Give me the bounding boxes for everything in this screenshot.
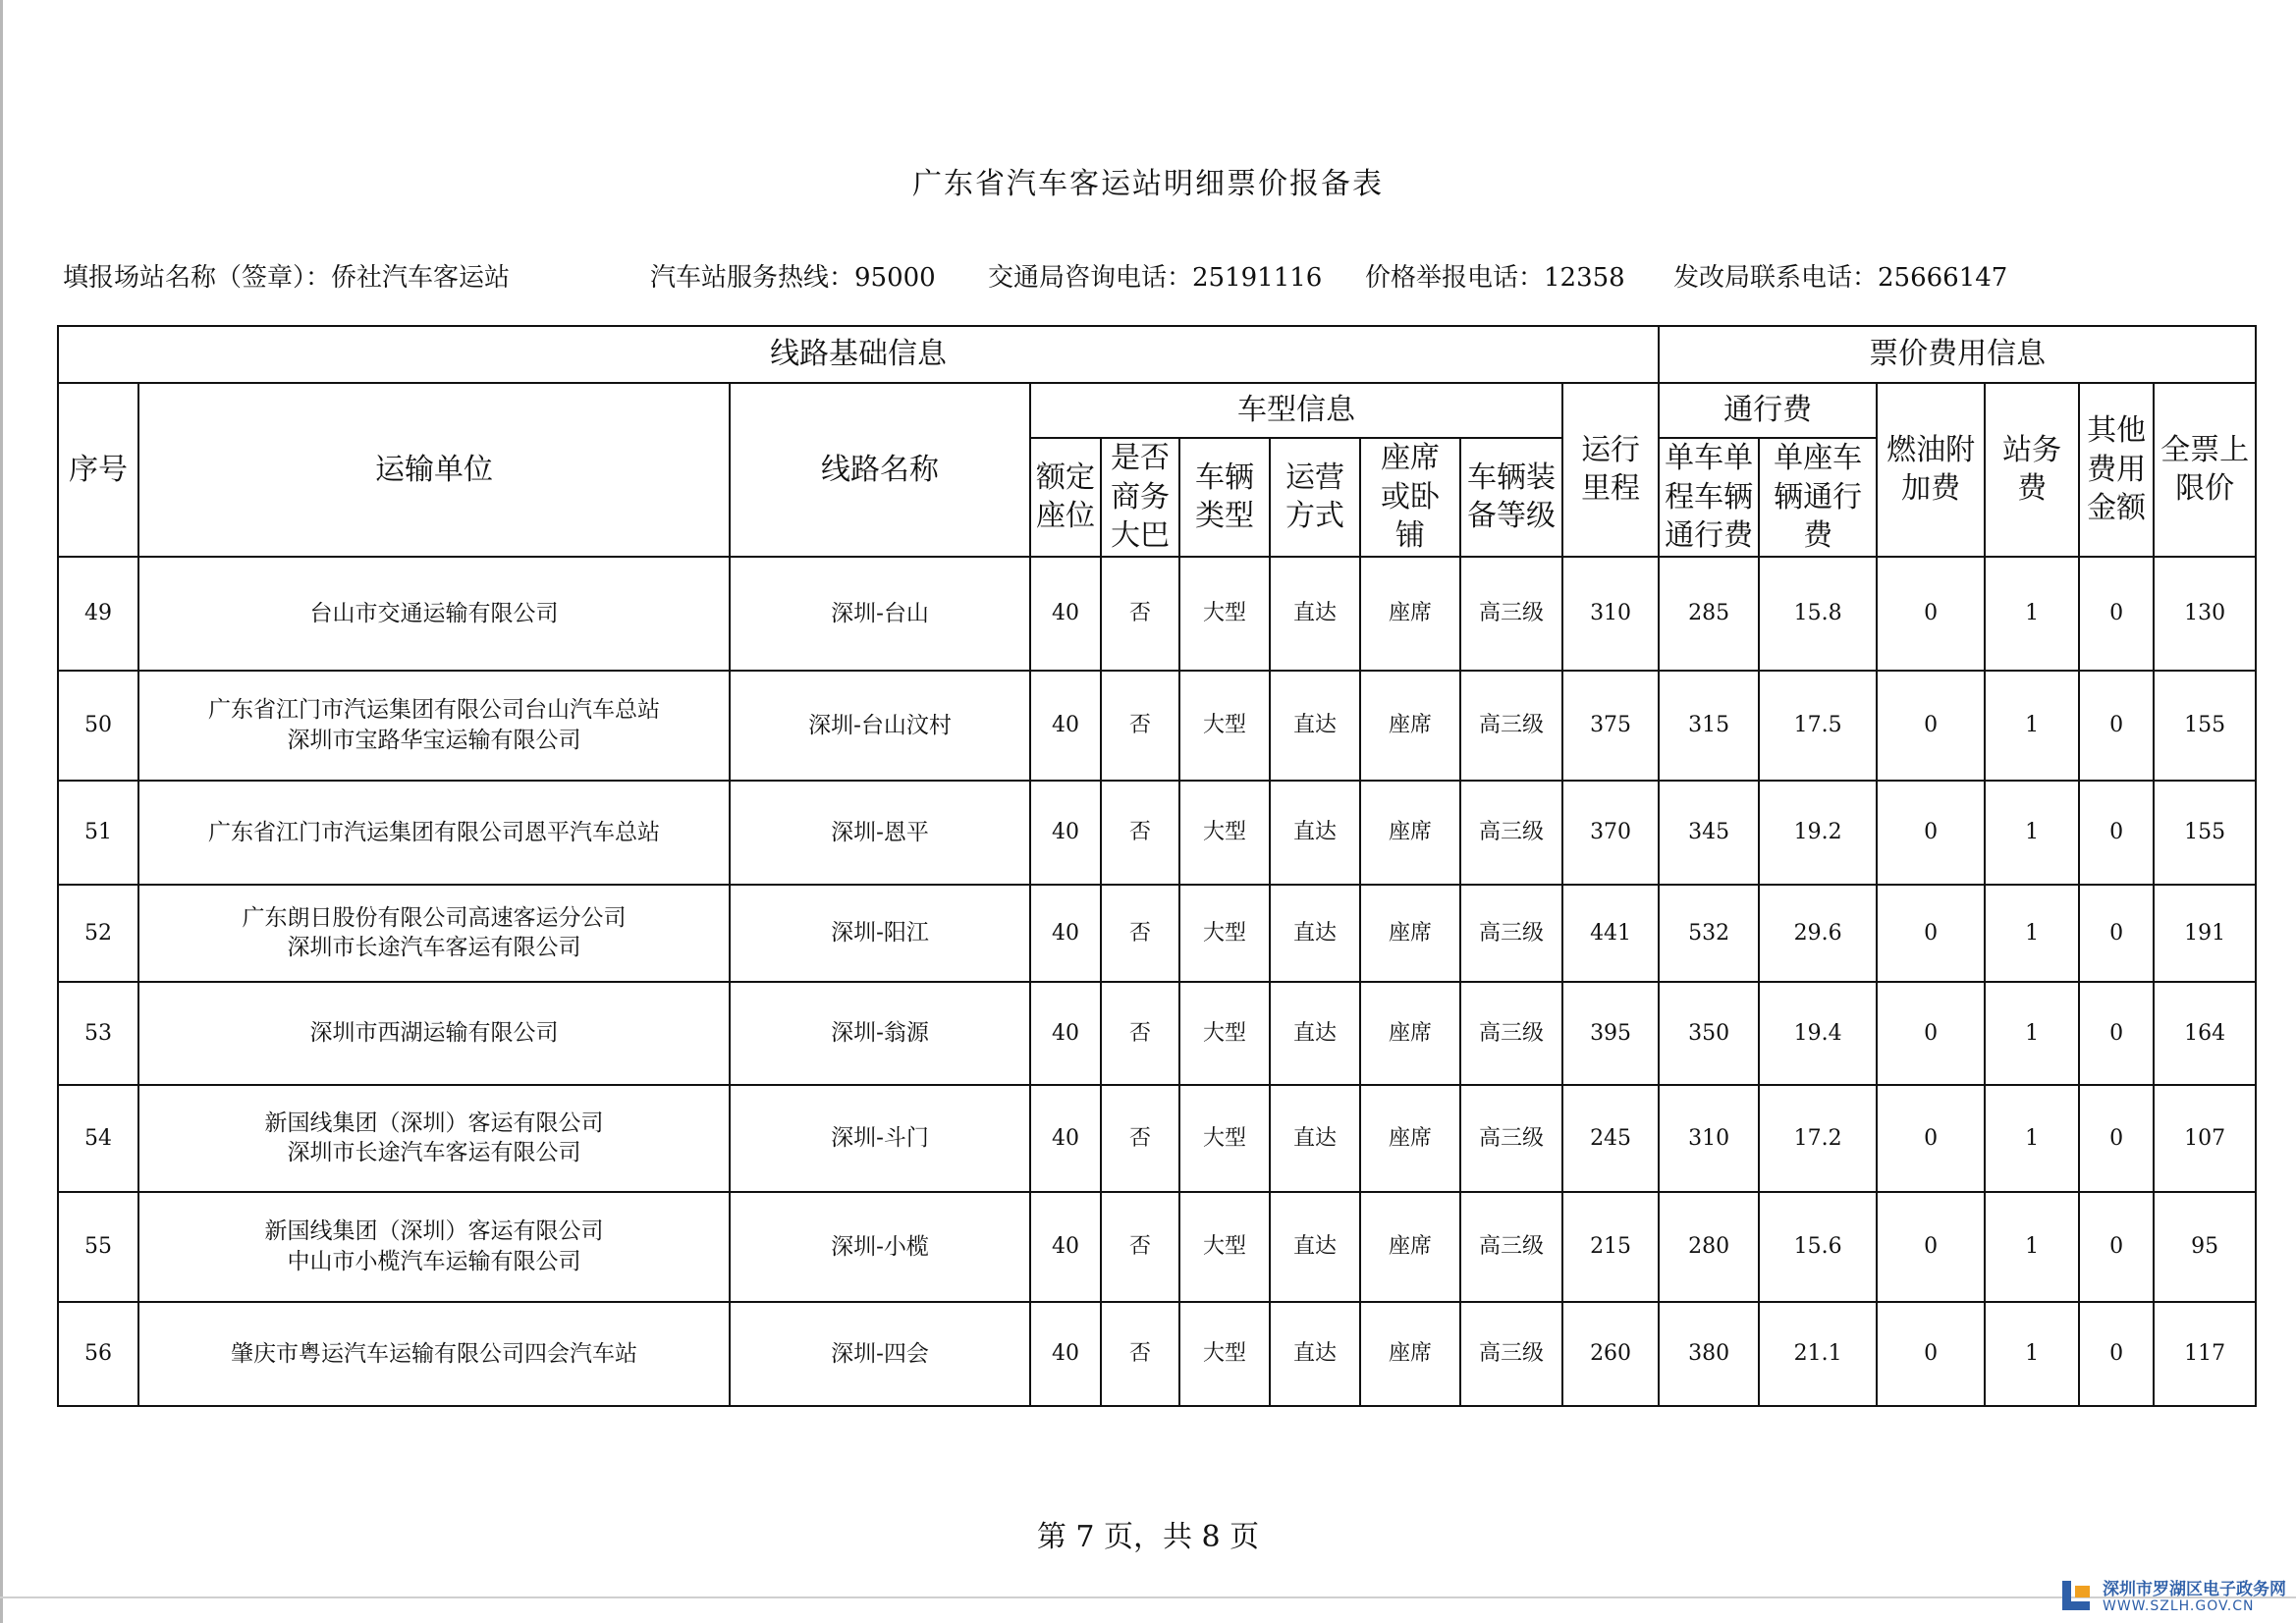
cell-business: 否 — [1101, 557, 1179, 671]
cell-fuel: 0 — [1877, 557, 1985, 671]
cell-unit: 广东朗日股份有限公司高速客运分公司 深圳市长途汽车客运有限公司 — [138, 885, 730, 982]
cell-toll-seat: 29.6 — [1759, 885, 1877, 982]
cell-grade: 高三级 — [1460, 1085, 1562, 1192]
cell-toll-vehicle: 280 — [1659, 1192, 1759, 1302]
cell-max-price: 95 — [2154, 1192, 2256, 1302]
cell-seats: 40 — [1030, 982, 1101, 1085]
watermark-url: WWW.SZLH.GOV.CN — [2103, 1597, 2255, 1614]
cell-unit: 新国线集团（深圳）客运有限公司 中山市小榄汽车运输有限公司 — [138, 1192, 730, 1302]
transport-bureau-phone-label: 交通局咨询电话： — [988, 263, 1193, 293]
cell-grade: 高三级 — [1460, 1192, 1562, 1302]
col-header-unit: 运输单位 — [138, 383, 730, 557]
col-header-mileage: 运行 里程 — [1562, 383, 1659, 557]
cell-unit: 台山市交通运输有限公司 — [138, 557, 730, 671]
cell-seq: 56 — [58, 1302, 138, 1406]
cell-fuel: 0 — [1877, 1192, 1985, 1302]
cell-grade: 高三级 — [1460, 982, 1562, 1085]
table-row — [58, 781, 2256, 885]
cell-seq: 51 — [58, 781, 138, 885]
cell-unit: 广东省江门市汽运集团有限公司恩平汽车总站 — [138, 781, 730, 885]
station-name-value: 侨社汽车客运站 — [331, 263, 511, 293]
cell-seat-type: 座席 — [1360, 1192, 1460, 1302]
drc-phone-field — [1673, 257, 2007, 294]
cell-fuel: 0 — [1877, 1302, 1985, 1406]
cell-fuel: 0 — [1877, 671, 1985, 781]
cell-max-price: 191 — [2154, 885, 2256, 982]
station-name-label: 填报场站名称（签章）： — [63, 263, 332, 293]
cell-toll-seat: 17.2 — [1759, 1085, 1877, 1192]
cell-station-fee: 1 — [1985, 1192, 2079, 1302]
cell-business: 否 — [1101, 671, 1179, 781]
cell-seat-type: 座席 — [1360, 781, 1460, 885]
cell-seats: 40 — [1030, 1085, 1101, 1192]
col-header-route: 线路名称 — [730, 383, 1030, 557]
cell-other-fee: 0 — [2079, 781, 2154, 885]
col-header-vehicle-type: 车辆 类型 — [1179, 438, 1270, 557]
cell-mileage: 245 — [1562, 1085, 1659, 1192]
luohu-logo-icon — [2059, 1578, 2095, 1617]
cell-station-fee: 1 — [1985, 885, 2079, 982]
cell-other-fee: 0 — [2079, 671, 2154, 781]
col-header-station-fee: 站务 费 — [1985, 383, 2079, 557]
cell-route: 深圳-翁源 — [730, 982, 1030, 1085]
cell-toll-seat: 17.5 — [1759, 671, 1877, 781]
cell-vehicle-type: 大型 — [1179, 557, 1270, 671]
cell-seq: 55 — [58, 1192, 138, 1302]
cell-operation: 直达 — [1270, 1302, 1360, 1406]
table-row — [58, 1302, 2256, 1406]
cell-other-fee: 0 — [2079, 885, 2154, 982]
cell-station-fee: 1 — [1985, 1302, 2079, 1406]
cell-mileage: 310 — [1562, 557, 1659, 671]
cell-seat-type: 座席 — [1360, 671, 1460, 781]
cell-other-fee: 0 — [2079, 1192, 2154, 1302]
cell-grade: 高三级 — [1460, 781, 1562, 885]
price-report-phone-value: 12358 — [1544, 263, 1625, 293]
cell-mileage: 441 — [1562, 885, 1659, 982]
col-header-business: 是否 商务 大巴 — [1101, 438, 1179, 557]
cell-route: 深圳-小榄 — [730, 1192, 1030, 1302]
cell-max-price: 107 — [2154, 1085, 2256, 1192]
cell-station-fee: 1 — [1985, 1085, 2079, 1192]
cell-seq: 53 — [58, 982, 138, 1085]
cell-fuel: 0 — [1877, 781, 1985, 885]
service-hotline-field — [650, 257, 936, 294]
cell-route: 深圳-台山汶村 — [730, 671, 1030, 781]
drc-phone-label: 发改局联系电话： — [1673, 263, 1879, 293]
cell-max-price: 155 — [2154, 781, 2256, 885]
cell-operation: 直达 — [1270, 1192, 1360, 1302]
cell-business: 否 — [1101, 1192, 1179, 1302]
cell-seq: 49 — [58, 557, 138, 671]
document-title: 广东省汽车客运站明细票价报备表 — [912, 167, 1384, 201]
cell-station-fee: 1 — [1985, 557, 2079, 671]
col-header-seq: 序号 — [58, 383, 138, 557]
cell-operation: 直达 — [1270, 1085, 1360, 1192]
cell-unit: 肇庆市粤运汽车运输有限公司四会汽车站 — [138, 1302, 730, 1406]
price-report-phone-label: 价格举报电话： — [1365, 263, 1545, 293]
cell-route: 深圳-阳江 — [730, 885, 1030, 982]
transport-bureau-phone-field — [988, 257, 1322, 294]
cell-unit: 新国线集团（深圳）客运有限公司 深圳市长途汽车客运有限公司 — [138, 1085, 730, 1192]
cell-seat-type: 座席 — [1360, 1085, 1460, 1192]
cell-max-price: 155 — [2154, 671, 2256, 781]
cell-operation: 直达 — [1270, 557, 1360, 671]
cell-toll-vehicle: 380 — [1659, 1302, 1759, 1406]
scan-bottom-edge — [0, 1596, 2296, 1598]
cell-toll-vehicle: 285 — [1659, 557, 1759, 671]
cell-vehicle-type: 大型 — [1179, 1192, 1270, 1302]
cell-vehicle-type: 大型 — [1179, 781, 1270, 885]
cell-seats: 40 — [1030, 1302, 1101, 1406]
cell-vehicle-type: 大型 — [1179, 1302, 1270, 1406]
col-header-fuel: 燃油附 加费 — [1877, 383, 1985, 557]
cell-station-fee: 1 — [1985, 781, 2079, 885]
cell-vehicle-type: 大型 — [1179, 982, 1270, 1085]
cell-toll-seat: 15.6 — [1759, 1192, 1877, 1302]
cell-station-fee: 1 — [1985, 982, 2079, 1085]
cell-operation: 直达 — [1270, 781, 1360, 885]
cell-max-price: 164 — [2154, 982, 2256, 1085]
col-header-toll-seat: 单座车 辆通行 费 — [1759, 438, 1877, 557]
cell-vehicle-type: 大型 — [1179, 671, 1270, 781]
table-row — [58, 1085, 2256, 1192]
cell-grade: 高三级 — [1460, 557, 1562, 671]
cell-unit: 深圳市西湖运输有限公司 — [138, 982, 730, 1085]
cell-seat-type: 座席 — [1360, 557, 1460, 671]
transport-bureau-phone-value: 25191116 — [1192, 263, 1323, 293]
cell-seats: 40 — [1030, 557, 1101, 671]
cell-toll-vehicle: 532 — [1659, 885, 1759, 982]
cell-grade: 高三级 — [1460, 1302, 1562, 1406]
cell-toll-seat: 15.8 — [1759, 557, 1877, 671]
col-header-seat-type: 座席 或卧 铺 — [1360, 438, 1460, 557]
cell-max-price: 130 — [2154, 557, 2256, 671]
cell-toll-vehicle: 315 — [1659, 671, 1759, 781]
cell-seq: 54 — [58, 1085, 138, 1192]
watermark-logo[interactable] — [2059, 1578, 2286, 1617]
cell-other-fee: 0 — [2079, 1302, 2154, 1406]
service-hotline-label: 汽车站服务热线： — [650, 263, 855, 293]
cell-mileage: 215 — [1562, 1192, 1659, 1302]
cell-mileage: 395 — [1562, 982, 1659, 1085]
cell-operation: 直达 — [1270, 982, 1360, 1085]
col-header-grade: 车辆装 备等级 — [1460, 438, 1562, 557]
col-header-operation: 运营 方式 — [1270, 438, 1360, 557]
cell-seats: 40 — [1030, 671, 1101, 781]
cell-seats: 40 — [1030, 885, 1101, 982]
scan-left-edge — [0, 0, 3, 1623]
cell-toll-seat: 19.2 — [1759, 781, 1877, 885]
subgroup-header-toll: 通行费 — [1659, 383, 1877, 438]
cell-unit: 广东省江门市汽运集团有限公司台山汽车总站 深圳市宝路华宝运输有限公司 — [138, 671, 730, 781]
cell-toll-seat: 21.1 — [1759, 1302, 1877, 1406]
table-row — [58, 671, 2256, 781]
cell-seat-type: 座席 — [1360, 885, 1460, 982]
cell-other-fee: 0 — [2079, 1085, 2154, 1192]
subgroup-header-vehicle-info: 车型信息 — [1030, 383, 1562, 438]
table-row — [58, 557, 2256, 671]
cell-mileage: 260 — [1562, 1302, 1659, 1406]
cell-seat-type: 座席 — [1360, 982, 1460, 1085]
cell-toll-seat: 19.4 — [1759, 982, 1877, 1085]
cell-seat-type: 座席 — [1360, 1302, 1460, 1406]
cell-station-fee: 1 — [1985, 671, 2079, 781]
cell-business: 否 — [1101, 1302, 1179, 1406]
cell-seats: 40 — [1030, 781, 1101, 885]
cell-toll-vehicle: 310 — [1659, 1085, 1759, 1192]
cell-business: 否 — [1101, 885, 1179, 982]
cell-fuel: 0 — [1877, 1085, 1985, 1192]
cell-operation: 直达 — [1270, 885, 1360, 982]
cell-fuel: 0 — [1877, 982, 1985, 1085]
col-header-max-price: 全票上 限价 — [2154, 383, 2256, 557]
cell-route: 深圳-恩平 — [730, 781, 1030, 885]
cell-business: 否 — [1101, 781, 1179, 885]
cell-vehicle-type: 大型 — [1179, 1085, 1270, 1192]
cell-grade: 高三级 — [1460, 671, 1562, 781]
table-row — [58, 885, 2256, 982]
cell-mileage: 375 — [1562, 671, 1659, 781]
drc-phone-value: 25666147 — [1878, 263, 2008, 293]
cell-max-price: 117 — [2154, 1302, 2256, 1406]
section-header-fare-info: 票价费用信息 — [1659, 326, 2256, 383]
cell-other-fee: 0 — [2079, 982, 2154, 1085]
cell-seats: 40 — [1030, 1192, 1101, 1302]
cell-vehicle-type: 大型 — [1179, 885, 1270, 982]
service-hotline-value: 95000 — [854, 263, 936, 293]
watermark-name: 深圳市罗湖区电子政务网 — [2103, 1579, 2286, 1599]
cell-mileage: 370 — [1562, 781, 1659, 885]
col-header-seats: 额定 座位 — [1030, 438, 1101, 557]
col-header-other-fee: 其他 费用 金额 — [2079, 383, 2154, 557]
cell-operation: 直达 — [1270, 671, 1360, 781]
table-row — [58, 1192, 2256, 1302]
cell-business: 否 — [1101, 1085, 1179, 1192]
cell-business: 否 — [1101, 982, 1179, 1085]
cell-other-fee: 0 — [2079, 557, 2154, 671]
cell-seq: 52 — [58, 885, 138, 982]
cell-toll-vehicle: 350 — [1659, 982, 1759, 1085]
cell-seq: 50 — [58, 671, 138, 781]
price-report-phone-field — [1365, 257, 1625, 294]
col-header-toll-vehicle: 单车单 程车辆 通行费 — [1659, 438, 1759, 557]
cell-route: 深圳-四会 — [730, 1302, 1030, 1406]
cell-route: 深圳-斗门 — [730, 1085, 1030, 1192]
cell-toll-vehicle: 345 — [1659, 781, 1759, 885]
cell-fuel: 0 — [1877, 885, 1985, 982]
table-row — [58, 982, 2256, 1085]
cell-grade: 高三级 — [1460, 885, 1562, 982]
page-footer: 第 7 页，共 8 页 — [1036, 1520, 1260, 1554]
station-name-field — [63, 257, 510, 294]
cell-route: 深圳-台山 — [730, 557, 1030, 671]
section-header-route-basic: 线路基础信息 — [58, 326, 1659, 383]
fare-table — [57, 325, 2257, 1407]
